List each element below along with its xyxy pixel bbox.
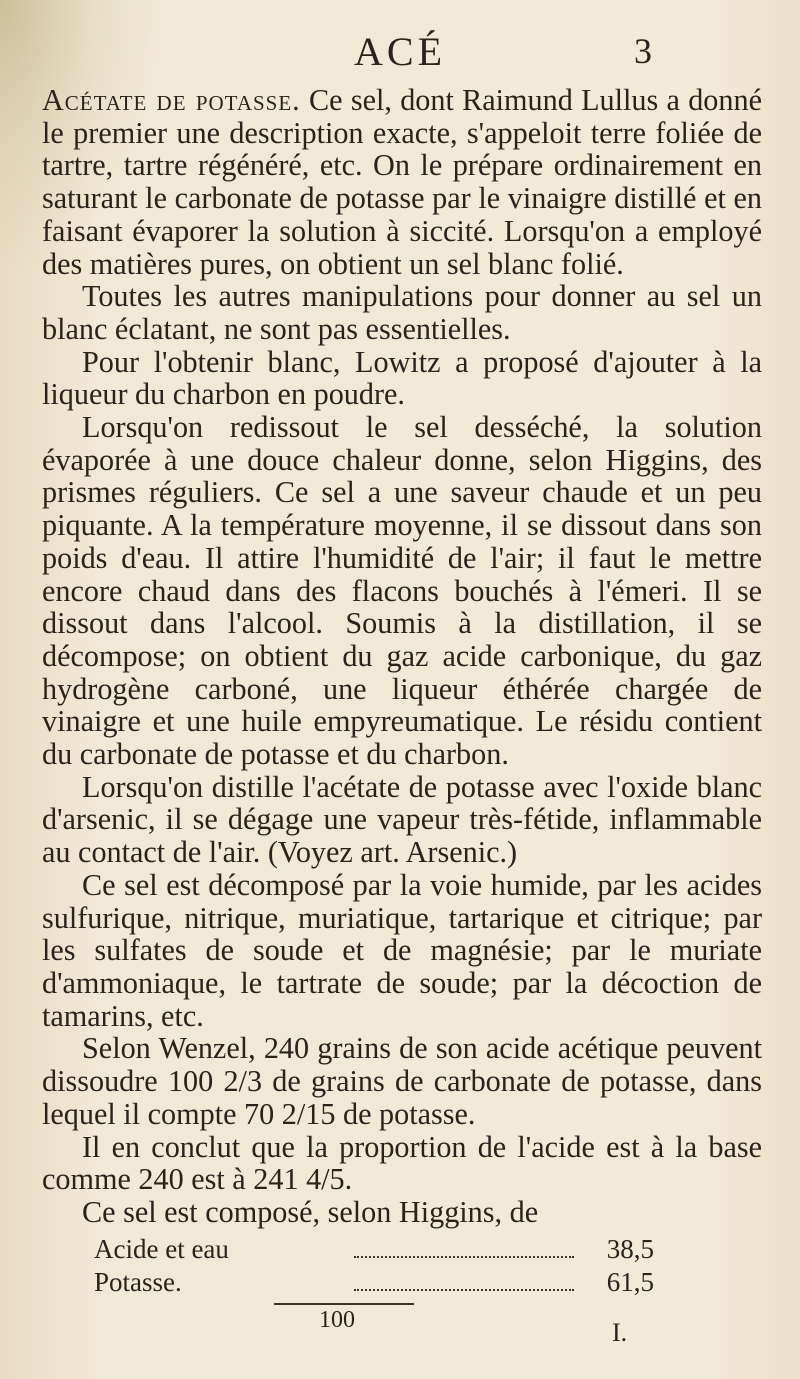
composition-label: Acide et eau: [94, 1233, 229, 1264]
paragraph: Il en conclut que la proportion de l'acide est à la base comme 240 est à 241 4/5.: [42, 1129, 762, 1197]
signature-mark: I.: [612, 1318, 628, 1347]
dot-leader: [354, 1256, 574, 1258]
composition-intro: Ce sel est composé, selon Higgins, de: [82, 1194, 539, 1229]
dot-leader: [354, 1289, 574, 1291]
paragraph: Lorsqu'on distille l'acétate de potasse avec l'oxide blanc d'arsenic, il se dégage une vapeur très-fétide, inflammable au contact de l'air. (Voyez art. Arsenic.): [42, 769, 762, 870]
composition-table: [94, 1233, 654, 1335]
composition-label: Potasse.: [94, 1266, 182, 1297]
paragraph: Toutes les autres manipulations pour donner au sel un blanc éclatant, ne sont pas essentielles.: [42, 279, 762, 346]
body-text: [42, 84, 762, 1335]
paragraph: [42, 84, 762, 280]
paragraph: Selon Wenzel, 240 grains de son acide acétique peuvent dissoudre 100 2/3 de grains de carbonate de potasse, dans lequel il compte 70 2/15 de potasse.: [42, 1031, 762, 1131]
composition-row: [94, 1266, 654, 1299]
running-head: ACÉ: [354, 29, 446, 74]
composition-value: 61,5: [606, 1266, 654, 1297]
paragraph: Ce sel est décomposé par la voie humide, par les acides sulfurique, nitrique, muriatique, tartarique et citrique; par les sulfates de soude et de magnésie; par le muriate d'ammoniaque, le tartrate de soude; par la décoction de tamarins, etc.: [42, 867, 762, 1033]
composition-total: 100: [319, 1306, 355, 1333]
page-number: 3: [634, 31, 652, 71]
paragraph: Lorsqu'on redissout le sel desséché, la solution évaporée à une douce chaleur donne, selon Higgins, des prismes réguliers. Ce sel a une saveur chaude et un peu piquante. A la température moyenne, il se dissout dans son poids d'eau. Il attire l'humidité de l'air; il faut le mettre encore chaud dans des flacons bouchés à l'émeri. Il se dissout dans l'alcool. Soumis à la distillation, il se décompose; on obtient du gaz acide carbonique, du gaz hydrogène carboné, une liqueur éthérée chargée de vinaigre et une huile empyreumatique. Le résidu contient du carbonate de potasse et du charbon.: [42, 410, 762, 772]
composition-value: 38,5: [606, 1233, 654, 1264]
page-header: [0, 28, 800, 74]
paragraph-text: Ce sel, dont Raimund Lullus a donné le premier une description exacte, s'appeloit terre foliée de tartre, tartre régénéré, etc. On le prépare ordinairement en saturant le carbonate de potasse par le vinaigre distillé et en faisant évaporer la solution à siccité. Lorsqu'on a employé des matières pures, on obtient un sel blanc folié.: [42, 83, 762, 281]
composition-row: [94, 1233, 654, 1266]
entry-heading: Acétate de potasse.: [42, 83, 301, 117]
paragraph: Pour l'obtenir blanc, Lowitz a proposé d'ajouter à la liqueur du charbon en poudre.: [42, 344, 762, 412]
